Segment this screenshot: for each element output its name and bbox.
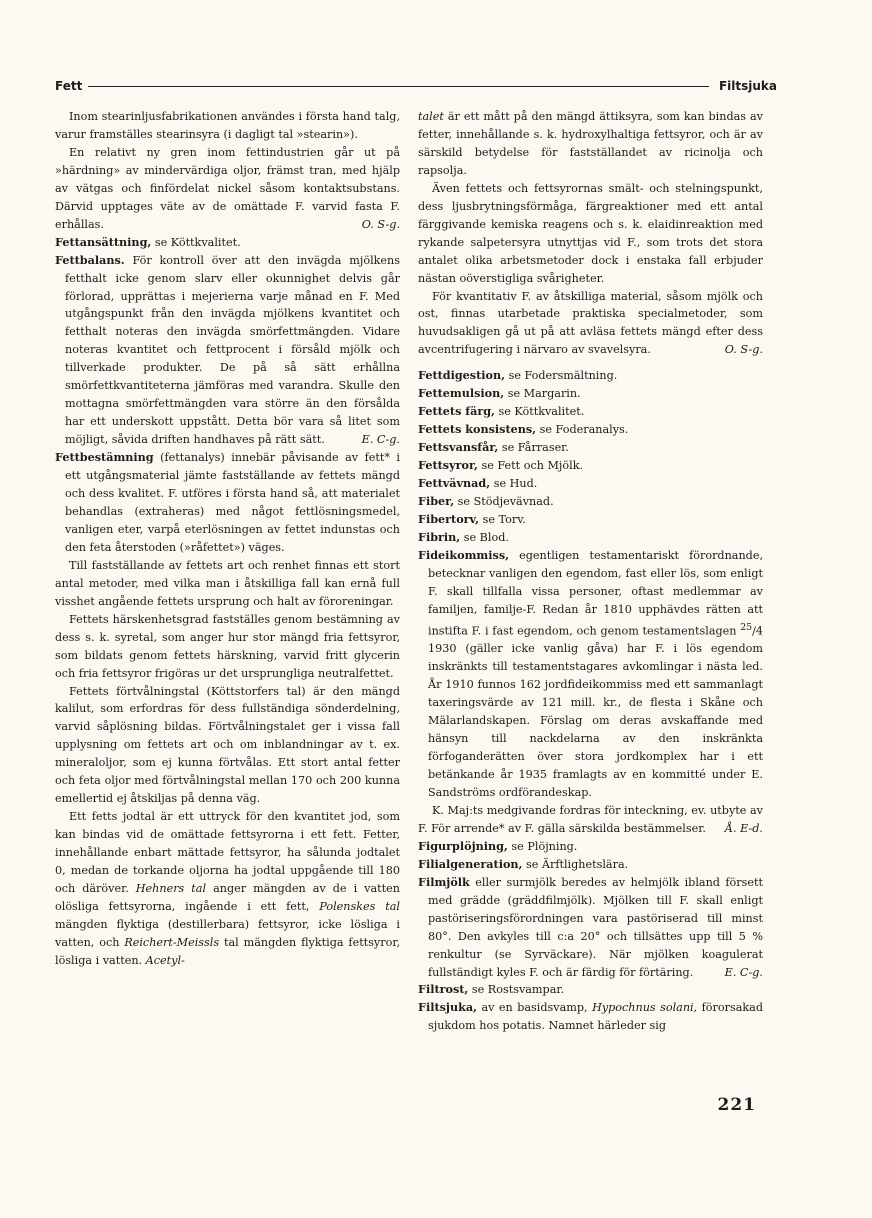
- paragraph: Till fastställande av fettets art och renhet finnas ett stort antal metoder, med vilka man i åtskilliga fall kan ernå full visshet angående fettets ursprung och halt av föroreningar.: [55, 558, 400, 608]
- author-signature: E. C-g.: [361, 433, 400, 447]
- headword: Fettbalans.: [55, 252, 125, 267]
- paragraph: talet är ett mått på den mängd ättiksyra, som kan bindas av fetter, innehållande s. k. hydroxylhaltiga fettsyror, och är av särskild betydelse för fastställandet av ricinolja och rapsolja.: [418, 110, 763, 177]
- entry-fettsyror: Fettsyror, se Fett och Mjölk.: [418, 458, 584, 473]
- left-column: [55, 108, 400, 970]
- header-last-word: Filtsjuka: [718, 79, 777, 93]
- entry-fettdigestion: Fettdigestion, se Fodersmältning.: [418, 368, 618, 383]
- paragraph: Inom stearinljusfabrikationen användes i första hand talg, varur framställes stearinsyra (i dagligt tal »stearin»).: [55, 110, 400, 141]
- header-rule: [88, 86, 709, 87]
- author-signature: Å. E-d.: [724, 821, 763, 835]
- entry-fiber: Fiber, se Stödjevävnad.: [418, 494, 554, 509]
- paragraph: K. Maj:ts medgivande fordras för inteckning, ev. utbyte av F. För arrende* av F. gälla särskilda bestämmelser. Å. E-d.: [418, 802, 763, 838]
- entry-figurplojning: Figurplöjning, se Plöjning.: [418, 838, 578, 853]
- entry-fideikommiss: Fideikommiss, egentligen testamentariskt förordnande, betecknar vanligen den egendom, fast eller lös, som enligt F. skall tillfalla vissa personer, oftast medlemmar av familjen, familje-F. Redan år 1810 upphävdes rätten att instifta F. i fast egendom, och genom testamentslagen $^{25}$/4 1930 (gäller icke vanlig gåva) har F. i lös egendom inskränkts till testamentstagares avkomlingar i nästa led. År 1910 funnos 162 jordfideikommiss med ett sammanlagt taxeringsvärde av 121 mill. kr., de flesta i Skåne och Mälarlandskapen. Förslag om deras avskaffande med hänsyn till nackdelarna av den inskränkta förfoganderätten över stora jordkomplex har i ett betänkande år 1935 framlagts av en kommitté under E. Sandströms ordförandeskap.: [418, 547, 763, 799]
- entry-fettsvansfar: Fettsvansfår, se Fårraser.: [418, 440, 569, 455]
- paragraph: En relativt ny gren inom fettindustrien går ut på »härdning» av mindervärdiga oljor, främst tran, med hjälp av vätgas och finfördelat nickel såsom kontaktsubstans. Därvid upptages väte av de omättade F. varvid fasta F. erhållas. O. S-g.: [55, 144, 400, 234]
- entry-filialgeneration: Filialgeneration, se Ärftlighetslära.: [418, 856, 629, 871]
- entry-filtrost: Filtrost, se Rostsvampar.: [418, 982, 565, 997]
- paragraph: Ett fetts jodtal är ett uttryck för den kvantitet jod, som kan bindas vid de omättade fettsyrorna i ett fett. Fetter, innehållande enbart mättade fettsyror, ha sålunda jodtalet 0, medan de torkande oljorna ha jodtal uppgående till 180 och däröver. Hehners tal anger mängden av de i vatten olösliga fettsyrorna, ingående i ett fett, Polenskes tal mängden flyktiga (destillerbara) fettsyror, icke lösliga i vatten, och Reichert-Meissls tal mängden flyktiga fettsyror, lösliga i vatten. Acetyl-: [55, 810, 400, 967]
- paragraph: För kvantitativ F. av åtskilliga material, såsom mjölk och ost, finnas utarbetade praktiska specialmetoder, som huvudsakligen gå ut på att avläsa fettets mängd efter dess avcentrifugering i närvaro av svavelsyra. O. S-g.: [418, 288, 763, 360]
- header-first-word: Fett: [55, 79, 83, 93]
- entry-fettets-farg: Fettets färg, se Köttkvalitet.: [418, 404, 585, 419]
- author-signature: O. S-g.: [724, 343, 763, 357]
- entry-fibrin: Fibrin, se Blod.: [418, 529, 509, 544]
- paragraph: Fettets förtvålningstal (Köttstorfers tal) är den mängd kalilut, som erfordras för dess fullständiga sönderdelning, varvid såplösning bildas. Förtvålningstalet ger i vissa fall upplysning om fettets art och om inblandningar av t. ex. mineraloljor, som ej kunna förtvålas. Ett stort antal fetter och feta oljor med förtvålningstal mellan 170 och 200 kunna emellertid ej åtskiljas på denna väg.: [55, 684, 400, 806]
- entry-filmjolk: Filmjölk eller surmjölk beredes av helmjölk ibland försett med grädde (gräddfilmjölk). Mjölken till F. skall enligt pastöriseringsförordningen vara pastöriserad till minst 80°. Den avkyles till c:a 20° och tillsättes upp till 5 % renkultur (se Syrväckare). När mjölken koagulerat fullständigt kyles F. och är färdig för förtäring. E. C-g.: [418, 874, 763, 982]
- entry-fettansattning: Fettansättning, se Köttkvalitet.: [55, 234, 241, 249]
- headword: Fettansättning,: [55, 234, 152, 249]
- right-column: [418, 108, 763, 1035]
- entry-fibertorv: Fibertorv, se Torv.: [418, 511, 526, 526]
- entry-filtsjuka: Filtsjuka, av en basidsvamp, Hypochnus solani, förorsakad sjukdom hos potatis. Namnet härleder sig: [418, 1000, 763, 1033]
- entry-fettemulsion: Fettemulsion, se Margarin.: [418, 386, 581, 401]
- author-signature: E. C-g.: [724, 965, 763, 979]
- spacer: [418, 359, 763, 367]
- entry-fettvavnad: Fettvävnad, se Hud.: [418, 476, 538, 491]
- headword: Fettbestämning: [55, 450, 154, 465]
- paragraph: Även fettets och fettsyrornas smält- och stelningspunkt, dess ljusbrytningsförmåga, färgreaktioner med ett antal färggivande kemiska reagens och s. k. elaidinreaktion med rykande salpetersyra utnyttjas vid F., som trots det stora antalet olika arbetsmetoder dock i enstaka fall erbjuder nästan oöverstigliga svårigheter.: [418, 181, 763, 285]
- paragraph: Fettets härskenhetsgrad fastställes genom bestämning av dess s. k. syretal, som anger hur stor mängd fria fettsyror, som bildats genom fettets härskning, varvid fritt glycerin och fria fettsyror frigöras ur det ursprungliga neutralfettet.: [55, 612, 400, 680]
- running-header: [55, 79, 777, 97]
- entry-fettets-konsistens: Fettets konsistens, se Foderanalys.: [418, 422, 629, 437]
- page-number: 221: [717, 1095, 756, 1115]
- entry-fettbalans: Fettbalans. För kontroll över att den invägda mjölkens fetthalt icke genom slarv eller okunnighet delvis går förlorad, upprättas i mejerierna varje månad en F. Med utgångspunkt från den invägda mjölkens kvantitet och fetthalt noteras den invägda smörfettmängden. Vidare noteras kvantitet och fettprocent i försåld mjölk och tillverkade produkter. De på så sätt erhållna smörfettkvantiteterna jämföras med varandra. Skulle den mottagna smörfettmängden vara större än den försålda har ett underskott uppstått. Detta bör vara så litet som möjligt, såvida driften handhaves på rätt sätt. E. C-g.: [55, 252, 400, 449]
- author-signature: O. S-g.: [361, 217, 400, 231]
- entry-fettbestamning: Fettbestämning (fettanalys) innebär påvisande av fett* i ett utgångsmaterial jämte fastställande av fettets mängd och dess kvalitet. F. utföres i första hand så, att materialet behandlas (extraheras) med något fettlösningsmedel, vanligen eter, varpå eterlösningen av fettet indunstas och den feta återstoden (»råfettet») väges.: [55, 450, 400, 554]
